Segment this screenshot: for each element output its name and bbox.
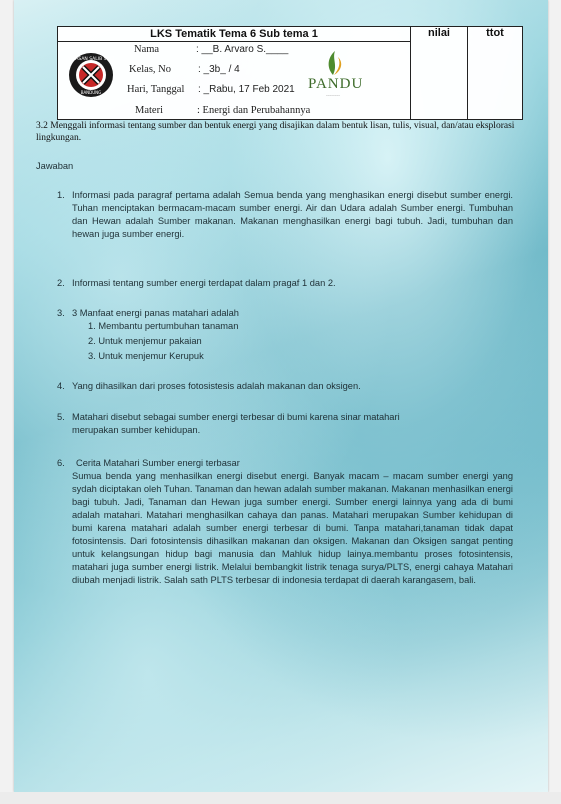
- svg-text:BANDUNG: BANDUNG: [80, 90, 102, 95]
- answer-5-text: Matahari disebut sebagai sumber energi terbesar di bumi karena sinar matahari merupakan sumber kehidupan.: [72, 412, 400, 435]
- school-seal-icon: [68, 52, 114, 98]
- nilai-label: nilai: [427, 27, 450, 39]
- answer-6-number: 6.: [57, 458, 65, 468]
- materi-label: Materi: [135, 105, 163, 116]
- hari-label: Hari, Tanggal: [127, 84, 185, 95]
- list-item: 3. Untuk menjemur Kerupuk: [88, 351, 204, 361]
- ttot-cell: [468, 27, 523, 120]
- answer-1: [57, 189, 513, 241]
- answer-6-text: Sumua benda yang menhasilkan energi disebut energi. Banyak macam – macam sumber energi yang sydah diciptakan oleh Tuhan. Tanaman dan hewan adalah sumber makanan. Makanan menhasilkan energi bagi tubuh. Jadi, Tanaman dan Hewan juga sumber energi. Sumber energi lainnya yang ada di bumi adalah matahari. Matahari menghasilkan cahaya dan panas. Matahari merupakan Sumber kehidupan di bumi karena matahari adalah sumber energi terbesar di bumi. Tanpa matahari,tanaman tidak dapat fotosintensis. Dari fotosintensis dihasilkan makanan dan oksigen. Makanan dan Oksigen sangat penting untuk kelangsungan hidup bagi manusia dan Mahluk hidup lainya.membantu proses fotosintensis, matahari juga sumber energi listrik. Melalui bembangkit listrik tenaga surya/PLTS, energi cahaya Matahari diubah menjadi listrik. Salah sath PLTS terbesar di indonesia terdapat di daerah karangasem, bali.: [72, 471, 513, 585]
- answer-5: [57, 411, 447, 437]
- answer-2-text: Informasi tentang sumber energi terdapat dalam pragaf 1 dan 2.: [72, 278, 336, 288]
- document-page: [14, 0, 548, 792]
- kelas-row: [119, 64, 240, 75]
- answer-4-text: Yang dihasilkan dari proses fotosistesis adalah makanan dan oksigen.: [72, 381, 361, 391]
- logo-tagline: ~~~~~~~~: [325, 93, 340, 97]
- answer-1-number: 1.: [57, 190, 65, 200]
- leaf-icon: [308, 49, 358, 77]
- identity-cell: [58, 42, 411, 120]
- answer-1-text: Informasi pada paragraf pertama adalah Semua benda yang menghasikan energi disebut sumber energi. Tuhan menciptakan bermacam-macam sumber energi. Air dan Udara adalah Sumber energi. Tumbuhan dan Hewan adalah Sumber makanan. Makanan menghasilkan energi bagi tubuh. Jadi, tumbuhan dan hewan juga sumber energi.: [72, 190, 513, 239]
- pandu-logo: [308, 49, 364, 99]
- answer-2: [57, 277, 513, 290]
- list-item: 2. Untuk menjemur pakaian: [88, 336, 202, 346]
- list-item: 1. Membantu pertumbuhan tanaman: [88, 321, 239, 331]
- header-title: LKS Tematik Tema 6 Sub tema 1: [58, 27, 411, 42]
- logo-text: PANDU: [308, 76, 364, 92]
- answer-3-text: 3 Manfaat energi panas matahari adalah: [72, 308, 239, 318]
- kelas-label: Kelas, No: [129, 64, 171, 75]
- nama-row: [119, 44, 288, 55]
- kelas-value: : _3b_ / 4: [198, 64, 240, 75]
- jawaban-heading: Jawaban: [36, 161, 74, 171]
- svg-text:YAYASAN SALIB SUCI: YAYASAN SALIB SUCI: [68, 57, 114, 62]
- materi-row: [119, 105, 310, 116]
- answer-6: [57, 457, 513, 587]
- competency-text: 3.2 Menggali informasi tentang sumber dan bentuk energi yang disajikan dalam bentuk lisan, tulis, visual, dan/atau eksplorasi lingkungan.: [36, 121, 515, 143]
- answer-3-number: 3.: [57, 308, 65, 318]
- header-table: [57, 26, 523, 120]
- viewer-bottom-bar: [0, 792, 561, 804]
- nama-label: Nama: [134, 44, 160, 55]
- nama-value: : __B. Arvaro S.____: [196, 44, 289, 55]
- hari-value: : _Rabu, 17 Feb 2021: [198, 84, 295, 95]
- materi-value: : Energi dan Perubahannya: [197, 105, 311, 116]
- answer-4-number: 4.: [57, 381, 65, 391]
- answer-6-title: Cerita Matahari Sumber energi terbasar: [76, 458, 240, 468]
- answer-2-number: 2.: [57, 278, 65, 288]
- answer-3: [57, 307, 513, 320]
- answer-4: [57, 380, 513, 393]
- hari-row: [119, 84, 295, 95]
- answer-5-number: 5.: [57, 412, 65, 422]
- ttot-label: ttot: [486, 27, 504, 39]
- nilai-cell: [411, 27, 468, 120]
